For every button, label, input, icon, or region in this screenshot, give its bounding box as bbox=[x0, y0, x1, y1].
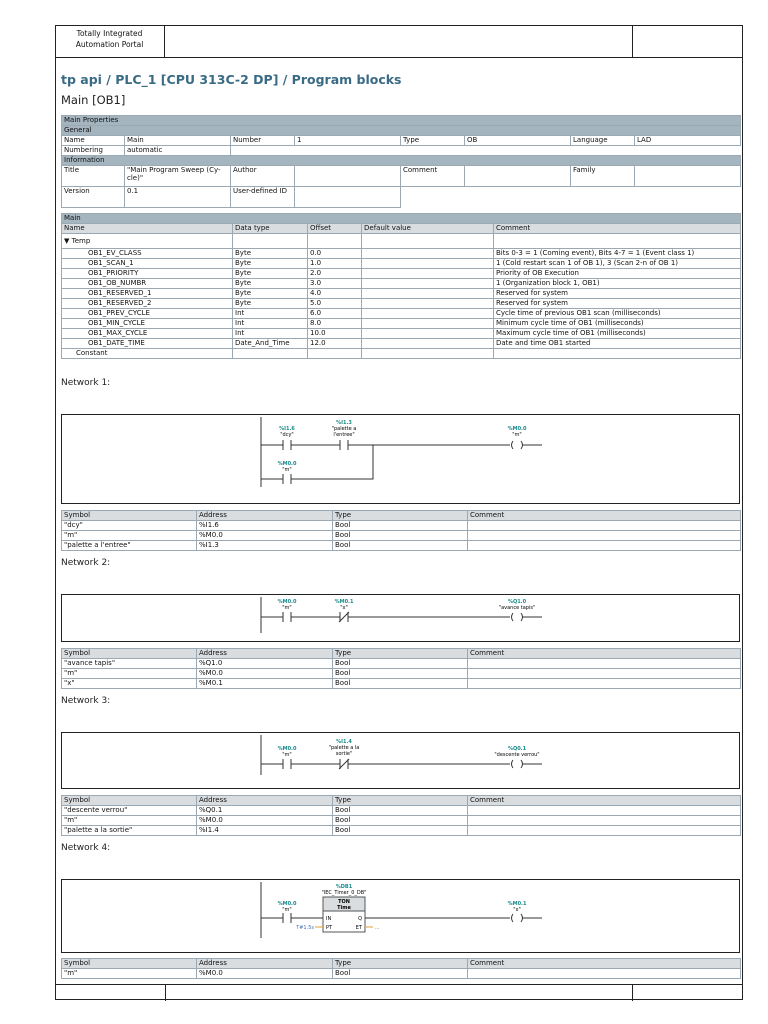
col-address: Address bbox=[197, 649, 333, 659]
properties-table bbox=[61, 115, 741, 208]
prop-value: 1 bbox=[295, 136, 401, 146]
col-symbol: Symbol bbox=[62, 959, 197, 969]
prop-label: Family bbox=[571, 166, 635, 187]
var-name: OB1_MAX_CYCLE bbox=[62, 329, 233, 339]
prop-value bbox=[465, 166, 571, 187]
coil-icon bbox=[512, 914, 543, 922]
symbol-address: %I1.4 bbox=[197, 826, 333, 836]
symbol-name: "m" bbox=[62, 969, 197, 979]
symbol-address: %M0.0 bbox=[197, 669, 333, 679]
et-value: ... bbox=[375, 925, 380, 931]
var-name: OB1_PRIORITY bbox=[62, 269, 233, 279]
var-default bbox=[362, 319, 494, 329]
col-type: Type bbox=[333, 959, 468, 969]
symbol-type: Bool bbox=[333, 816, 468, 826]
empty-cell bbox=[494, 234, 741, 249]
var-comment: 1 (Cold restart scan 1 of OB 1), 3 (Scan 2-n of OB 1) bbox=[494, 259, 741, 269]
pt-value: T#1.5s bbox=[296, 925, 314, 931]
var-offset: 8.0 bbox=[308, 319, 362, 329]
prop-label: Language bbox=[571, 136, 635, 146]
col-comment: Comment bbox=[468, 796, 741, 806]
timer-kind: TON bbox=[338, 899, 350, 905]
symbol-name: "avance tapis" bbox=[62, 659, 197, 669]
header-divider bbox=[632, 25, 633, 58]
contact-addr: %M0.0 bbox=[277, 746, 297, 752]
interface-row bbox=[62, 309, 741, 319]
footer-divider-2 bbox=[632, 985, 633, 1001]
symbol-comment bbox=[468, 816, 741, 826]
timer-db: %DB1 bbox=[335, 884, 353, 890]
temp-label: Temp bbox=[71, 237, 91, 245]
contact-symbol: l'entree" bbox=[333, 432, 355, 438]
symbol-address: %M0.1 bbox=[197, 679, 333, 689]
var-offset: 1.0 bbox=[308, 259, 362, 269]
symbol-address: %Q1.0 bbox=[197, 659, 333, 669]
symbol-type: Bool bbox=[333, 969, 468, 979]
var-comment: Priority of OB Execution bbox=[494, 269, 741, 279]
symbol-type: Bool bbox=[333, 541, 468, 551]
var-default bbox=[362, 329, 494, 339]
var-type: Int bbox=[233, 309, 308, 319]
var-default bbox=[362, 249, 494, 259]
empty-cell bbox=[233, 234, 308, 249]
prop-value: LAD bbox=[635, 136, 741, 146]
symbol-type: Bool bbox=[333, 826, 468, 836]
interface-row bbox=[62, 259, 741, 269]
symbol-row bbox=[62, 969, 741, 979]
symbol-row bbox=[62, 669, 741, 679]
symbol-comment bbox=[468, 826, 741, 836]
col-comment: Comment bbox=[494, 224, 741, 234]
symbol-type: Bool bbox=[333, 806, 468, 816]
var-offset: 10.0 bbox=[308, 329, 362, 339]
symbol-comment bbox=[468, 669, 741, 679]
col-type: Type bbox=[333, 511, 468, 521]
prop-label: Author bbox=[231, 166, 295, 187]
var-default bbox=[362, 299, 494, 309]
var-name: OB1_RESERVED_2 bbox=[62, 299, 233, 309]
prop-label: Name bbox=[62, 136, 125, 146]
symbol-comment bbox=[468, 659, 741, 669]
var-default bbox=[362, 279, 494, 289]
contact-addr: %I1.3 bbox=[336, 420, 352, 426]
var-comment: Maximum cycle time of OB1 (milliseconds) bbox=[494, 329, 741, 339]
symbol-address: %M0.0 bbox=[197, 969, 333, 979]
network-3-diagram bbox=[61, 732, 740, 789]
coil-addr: %M0.0 bbox=[507, 426, 527, 432]
col-comment: Comment bbox=[468, 959, 741, 969]
network-1-ladder bbox=[62, 415, 741, 505]
symbol-rows bbox=[62, 521, 741, 551]
var-offset: 6.0 bbox=[308, 309, 362, 319]
empty-cell bbox=[401, 187, 741, 208]
contact-addr: %M0.0 bbox=[277, 599, 297, 605]
coil-addr: %Q1.0 bbox=[507, 599, 527, 605]
contact-symbol: "palette a la bbox=[328, 745, 360, 751]
network-1-symbols bbox=[61, 510, 741, 551]
contact-symbol: "m" bbox=[282, 467, 292, 473]
prop-label: Number bbox=[231, 136, 295, 146]
col-symbol: Symbol bbox=[62, 649, 197, 659]
interface-row bbox=[62, 269, 741, 279]
symbol-type: Bool bbox=[333, 679, 468, 689]
interface-table bbox=[61, 213, 741, 359]
symbol-rows bbox=[62, 969, 741, 979]
symbol-comment bbox=[468, 969, 741, 979]
interface-row bbox=[62, 339, 741, 349]
symbol-name: "descente verrou" bbox=[62, 806, 197, 816]
symbol-type: Bool bbox=[333, 531, 468, 541]
col-symbol: Symbol bbox=[62, 796, 197, 806]
empty-cell bbox=[308, 234, 362, 249]
section-general: General bbox=[62, 126, 741, 136]
rung-1-wire bbox=[261, 440, 510, 450]
section-interface: Main bbox=[62, 214, 741, 224]
var-default bbox=[362, 269, 494, 279]
coil-addr: %M0.1 bbox=[507, 901, 527, 907]
section-information: Information bbox=[62, 156, 741, 166]
symbol-address: %M0.0 bbox=[197, 531, 333, 541]
network-1-diagram bbox=[61, 414, 740, 504]
symbol-address: %M0.0 bbox=[197, 816, 333, 826]
symbol-name: "m" bbox=[62, 669, 197, 679]
constant-label: Constant bbox=[62, 349, 233, 359]
symbol-row bbox=[62, 826, 741, 836]
contact-symbol: "m" bbox=[282, 605, 292, 611]
symbol-address: %I1.3 bbox=[197, 541, 333, 551]
page-header bbox=[55, 25, 743, 58]
temp-row bbox=[62, 234, 233, 249]
prop-value: 0.1 bbox=[125, 187, 231, 208]
symbol-row bbox=[62, 659, 741, 669]
prop-value: Main bbox=[125, 136, 231, 146]
prop-value: "Main Program Sweep (Cy-cle)" bbox=[125, 166, 231, 187]
prop-label: Title bbox=[62, 166, 125, 187]
contact-symbol: "m" bbox=[282, 752, 292, 758]
network-4-label: Network 4: bbox=[61, 843, 111, 853]
interface-row bbox=[62, 279, 741, 289]
interface-row bbox=[62, 249, 741, 259]
var-name: OB1_OB_NUMBR bbox=[62, 279, 233, 289]
rung-wire bbox=[261, 612, 510, 622]
symbol-name: "m" bbox=[62, 531, 197, 541]
col-name: Name bbox=[62, 224, 233, 234]
col-offset: Offset bbox=[308, 224, 362, 234]
symbol-comment bbox=[468, 679, 741, 689]
symbol-comment bbox=[468, 521, 741, 531]
empty-cell bbox=[231, 146, 741, 156]
rung-wire bbox=[261, 759, 510, 769]
empty-cell bbox=[494, 349, 741, 359]
network-4-diagram bbox=[61, 879, 740, 953]
pin-q: Q bbox=[358, 916, 362, 922]
coil-icon bbox=[512, 760, 543, 768]
timer-kind-type: Time bbox=[337, 905, 351, 911]
symbol-row bbox=[62, 531, 741, 541]
symbol-address: %Q0.1 bbox=[197, 806, 333, 816]
var-type: Int bbox=[233, 319, 308, 329]
col-address: Address bbox=[197, 796, 333, 806]
var-type: Date_And_Time bbox=[233, 339, 308, 349]
symbol-name: "m" bbox=[62, 816, 197, 826]
col-comment: Comment bbox=[468, 511, 741, 521]
symbol-type: Bool bbox=[333, 521, 468, 531]
timer-db-symbol: "IEC_Timer_0_DB" bbox=[321, 890, 367, 896]
empty-cell bbox=[362, 234, 494, 249]
coil-symbol: "x" bbox=[513, 907, 521, 913]
page-title: tp api / PLC_1 [CPU 313C-2 DP] / Program blocks bbox=[61, 72, 402, 87]
contact-addr: %M0.1 bbox=[334, 599, 354, 605]
contact-symbol: "palette a bbox=[331, 426, 357, 432]
var-type: Byte bbox=[233, 299, 308, 309]
rung-wire bbox=[261, 913, 510, 923]
network-3-ladder bbox=[62, 733, 741, 790]
network-3-symbols bbox=[61, 795, 741, 836]
network-2-symbols bbox=[61, 648, 741, 689]
portal-line-1: Totally Integrated bbox=[76, 29, 143, 38]
var-type: Byte bbox=[233, 269, 308, 279]
empty-cell bbox=[233, 349, 308, 359]
interface-row bbox=[62, 319, 741, 329]
var-name: OB1_RESERVED_1 bbox=[62, 289, 233, 299]
var-offset: 3.0 bbox=[308, 279, 362, 289]
prop-label: Type bbox=[401, 136, 465, 146]
col-comment: Comment bbox=[468, 649, 741, 659]
symbol-row bbox=[62, 679, 741, 689]
col-type: Type bbox=[333, 649, 468, 659]
coil-icon bbox=[512, 613, 543, 621]
contact-symbol: "m" bbox=[282, 907, 292, 913]
prop-label: Comment bbox=[401, 166, 465, 187]
col-data-type: Data type bbox=[233, 224, 308, 234]
var-offset: 2.0 bbox=[308, 269, 362, 279]
contact-addr: %I1.4 bbox=[336, 739, 352, 745]
coil-symbol: "avance tapis" bbox=[498, 605, 536, 611]
empty-cell bbox=[308, 349, 362, 359]
var-name: OB1_MIN_CYCLE bbox=[62, 319, 233, 329]
var-default bbox=[362, 289, 494, 299]
var-type: Byte bbox=[233, 259, 308, 269]
var-name: OB1_EV_CLASS bbox=[62, 249, 233, 259]
col-symbol: Symbol bbox=[62, 511, 197, 521]
prop-value bbox=[295, 187, 401, 208]
var-comment: 1 (Organization block 1, OB1) bbox=[494, 279, 741, 289]
prop-label: Numbering bbox=[62, 146, 125, 156]
symbol-row bbox=[62, 521, 741, 531]
symbol-row bbox=[62, 806, 741, 816]
pin-in: IN bbox=[326, 916, 332, 922]
symbol-name: "palette a l'entree" bbox=[62, 541, 197, 551]
network-2-label: Network 2: bbox=[61, 558, 111, 568]
symbol-row bbox=[62, 816, 741, 826]
prop-value: automatic bbox=[125, 146, 231, 156]
var-name: OB1_DATE_TIME bbox=[62, 339, 233, 349]
var-comment: Minimum cycle time of OB1 (milliseconds) bbox=[494, 319, 741, 329]
var-comment: Reserved for system bbox=[494, 299, 741, 309]
collapse-triangle-icon: ▼ bbox=[64, 237, 70, 245]
var-type: Int bbox=[233, 329, 308, 339]
pin-pt: PT bbox=[326, 925, 333, 931]
var-offset: 5.0 bbox=[308, 299, 362, 309]
interface-row bbox=[62, 289, 741, 299]
contact-symbol: "x" bbox=[340, 605, 348, 611]
var-comment: Bits 0-3 = 1 (Coming event), Bits 4-7 = 1 (Event class 1) bbox=[494, 249, 741, 259]
prop-value bbox=[295, 166, 401, 187]
var-name: OB1_SCAN_1 bbox=[62, 259, 233, 269]
symbol-type: Bool bbox=[333, 669, 468, 679]
var-default bbox=[362, 259, 494, 269]
var-default bbox=[362, 339, 494, 349]
network-1-label: Network 1: bbox=[61, 378, 111, 388]
col-address: Address bbox=[197, 959, 333, 969]
col-type: Type bbox=[333, 796, 468, 806]
var-comment: Cycle time of previous OB1 scan (milliseconds) bbox=[494, 309, 741, 319]
symbol-address: %I1.6 bbox=[197, 521, 333, 531]
coil-symbol: "m" bbox=[512, 432, 522, 438]
empty-cell bbox=[362, 349, 494, 359]
symbol-comment bbox=[468, 541, 741, 551]
coil-icon bbox=[512, 441, 543, 449]
prop-label: User-defined ID bbox=[231, 187, 295, 208]
var-default bbox=[362, 309, 494, 319]
contact-symbol: "dcy" bbox=[280, 432, 294, 438]
network-2-diagram bbox=[61, 594, 740, 642]
symbol-comment bbox=[468, 806, 741, 816]
network-2-ladder bbox=[62, 595, 741, 643]
var-offset: 4.0 bbox=[308, 289, 362, 299]
pin-et: ET bbox=[355, 925, 362, 931]
symbol-name: "dcy" bbox=[62, 521, 197, 531]
var-type: Byte bbox=[233, 289, 308, 299]
network-4-symbols bbox=[61, 958, 741, 979]
var-type: Byte bbox=[233, 279, 308, 289]
contact-addr: %M0.0 bbox=[277, 901, 297, 907]
interface-rows bbox=[62, 249, 741, 349]
symbol-comment bbox=[468, 531, 741, 541]
contact-symbol: sortie" bbox=[335, 751, 353, 757]
col-address: Address bbox=[197, 511, 333, 521]
coil-addr: %Q0.1 bbox=[507, 746, 527, 752]
portal-logo-text bbox=[55, 25, 165, 58]
section-main-properties: Main Properties bbox=[62, 116, 741, 126]
page-footer bbox=[55, 984, 743, 1000]
symbol-rows bbox=[62, 659, 741, 689]
footer-divider-1 bbox=[165, 985, 166, 1001]
symbol-name: "x" bbox=[62, 679, 197, 689]
network-3-label: Network 3: bbox=[61, 696, 111, 706]
var-comment: Reserved for system bbox=[494, 289, 741, 299]
prop-label: Version bbox=[62, 187, 125, 208]
col-default: Default value bbox=[362, 224, 494, 234]
prop-value: OB bbox=[465, 136, 571, 146]
contact-addr: %M0.0 bbox=[277, 461, 297, 467]
var-offset: 12.0 bbox=[308, 339, 362, 349]
var-type: Byte bbox=[233, 249, 308, 259]
var-name: OB1_PREV_CYCLE bbox=[62, 309, 233, 319]
interface-row bbox=[62, 299, 741, 309]
block-title: Main [OB1] bbox=[61, 93, 126, 107]
prop-value bbox=[635, 166, 741, 187]
portal-line-2: Automation Portal bbox=[75, 40, 144, 49]
symbol-rows bbox=[62, 806, 741, 836]
network-4-ladder bbox=[62, 880, 741, 954]
contact-addr: %I1.6 bbox=[279, 426, 295, 432]
interface-row bbox=[62, 329, 741, 339]
symbol-name: "palette a la sortie" bbox=[62, 826, 197, 836]
symbol-row bbox=[62, 541, 741, 551]
var-offset: 0.0 bbox=[308, 249, 362, 259]
coil-symbol: "descente verrou" bbox=[494, 752, 540, 758]
symbol-type: Bool bbox=[333, 659, 468, 669]
var-comment: Date and time OB1 started bbox=[494, 339, 741, 349]
